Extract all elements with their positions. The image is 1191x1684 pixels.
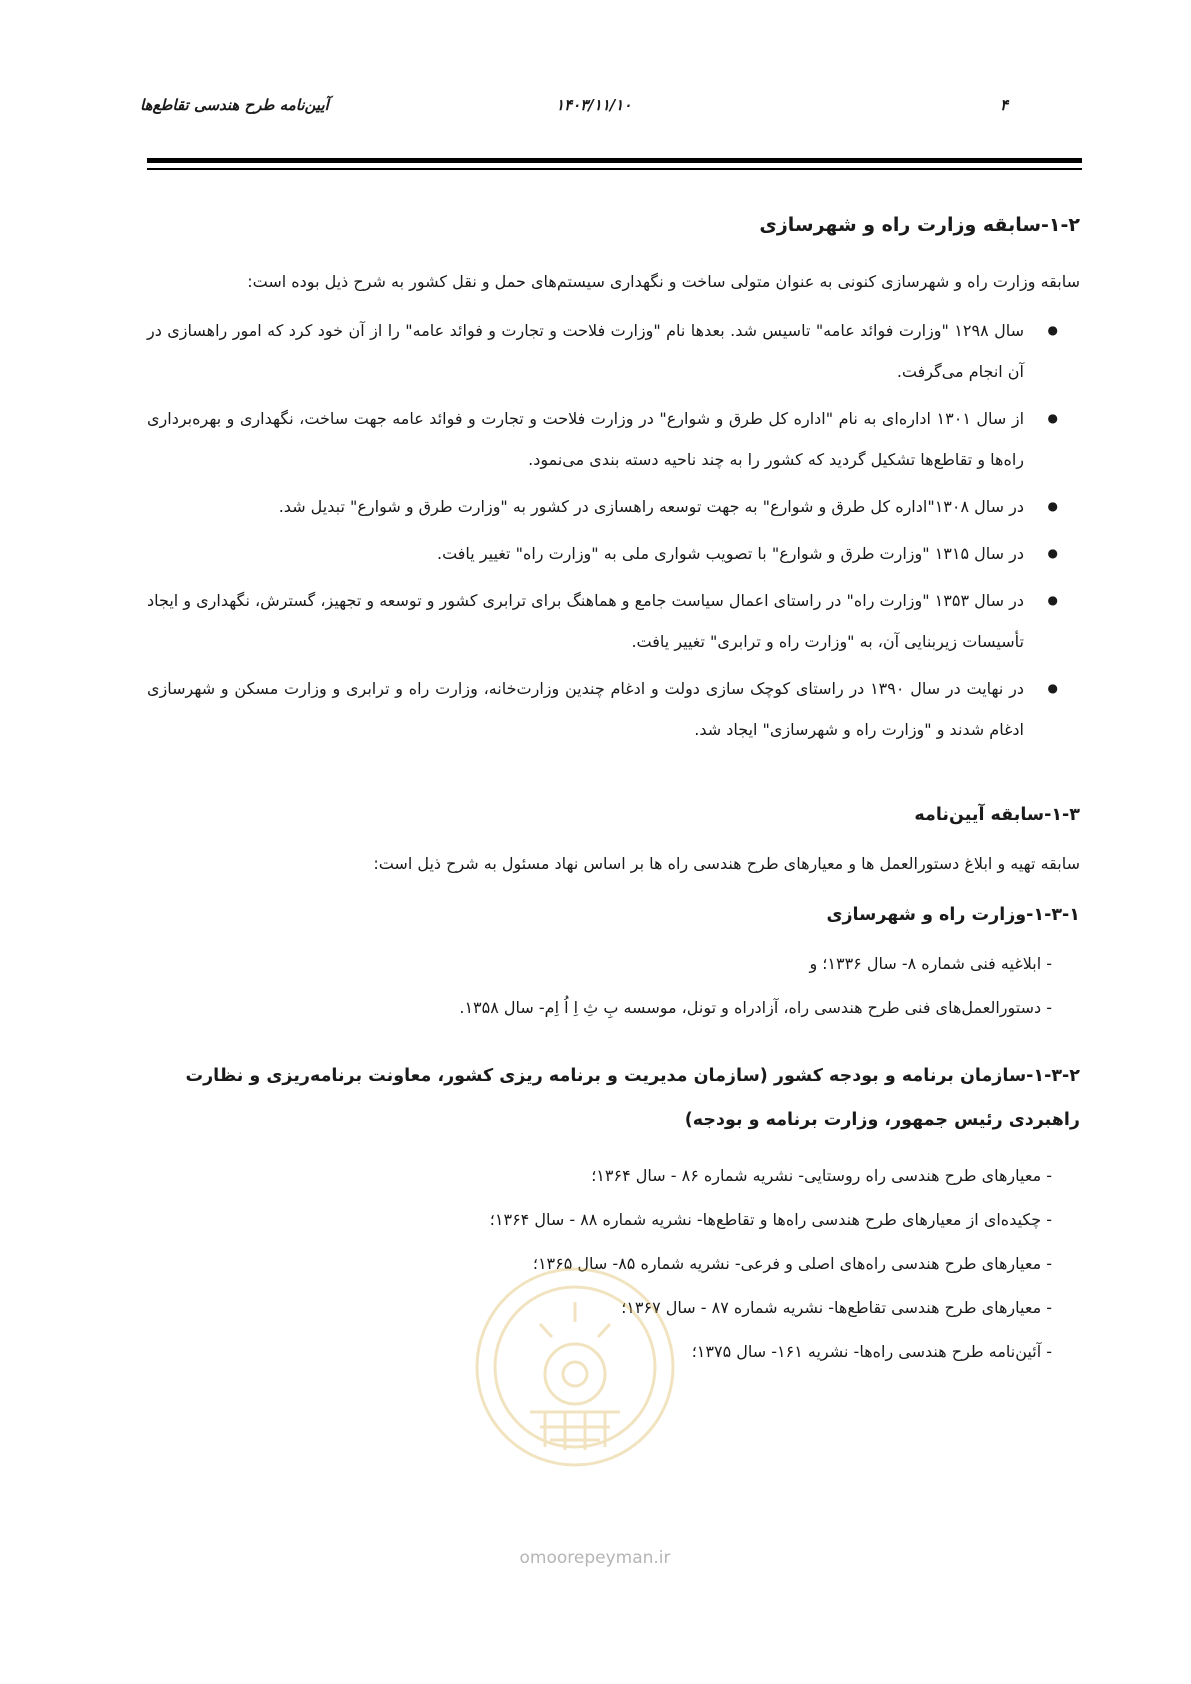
list-item: - دستورالعمل‌های فنی طرح هندسی راه، آزادراه و تونل، موسسه بِ ثِ اِ اُ اِم- سال ۱۳۵۸. [459,998,1052,1017]
list-item: - آئین‌نامه طرح هندسی راه‌ها- نشریه ۱۶۱- سال ۱۳۷۵؛ [691,1342,1052,1361]
header-date: ۱۴۰۳/۱۱/۱۰ [556,96,632,114]
header-doc-title: آیین‌نامه طرح هندسی تقاطع‌ها [140,96,329,114]
list-item: - معیارهای طرح هندسی راه‌های اصلی و فرعی- نشریه شماره ۸۵- سال ۱۳۶۵؛ [532,1254,1052,1273]
ministry-publication-list [147,944,1080,1028]
list-item: ● از سال ۱۳۰۱ اداره‌ای به نام "اداره کل طرق و شوارع" در وزارت فلاحت و تجارت و فوائد عامه جهت ساخت، نگهداری و بهره‌برداری راه‌ها و تقاطع‌ها تشکیل گردید که کشور را به چند ناحیه دسته بندی می‌نمود. [147,398,1024,480]
watermark-site-text: omoorepeyman.ir [519,1548,671,1568]
list-item: ● در نهایت در سال ۱۳۹۰ در راستای کوچک سازی دولت و ادغام چندین وزارت‌خانه، وزارت راه و ترابری و وزارت مسکن و شهرسازی ادغام شدند و "وزارت راه و شهرسازی" ایجاد شد. [147,668,1024,750]
list-item: - چکیده‌ای از معیارهای طرح هندسی راه‌ها و تقاطع‌ها- نشریه شماره ۸۸ - سال ۱۳۶۴؛ [489,1210,1052,1229]
subsection-heading-1-3-2: ۱-۳-۲-سازمان برنامه و بودجه کشور (سازمان مدیریت و برنامه ریزی کشور، معاونت برنامه‌ریزی و نظارت راهبردی رئیس جمهور، وزارت برنامه و بودجه) [185,1066,1080,1130]
document-body [147,210,1080,1376]
header-rule-thin [147,168,1082,170]
history-bullet-list [147,310,1080,750]
page-number: ۴ [1000,96,1009,114]
section-1-3-intro: سابقه تهیه و ابلاغ دستورالعمل ها و معیارهای طرح هندسی راه ها بر اساس نهاد مسئول به شرح ذیل است: [373,854,1080,873]
list-item: - معیارهای طرح هندسی راه روستایی- نشریه شماره ۸۶ - سال ۱۳۶۴؛ [591,1166,1052,1185]
list-item: ● در سال ۱۳۵۳ "وزارت راه" در راستای اعمال سیاست جامع و هماهنگ برای ترابری کشور و توسعه و تجهیز، گسترش، نگهداری و ایجاد تأسیسات زیربنایی آن، به "وزارت راه و ترابری" تغییر یافت. [147,580,1024,662]
list-item: ● در سال ۱۳۱۵ "وزارت طرق و شوارع" با تصویب شوارى ملی به "وزارت راه" تغییر یافت. [147,533,1024,574]
list-item: - ابلاغیه فنی شماره ۸- سال ۱۳۳۶؛ و [809,954,1052,973]
list-item: ● در سال ۱۳۰۸"اداره کل طرق و شوارع" به جهت توسعه راهسازی در کشور به "وزارت طرق و شوارع" تبدیل شد. [147,486,1024,527]
watermark-seal-icon [470,1262,680,1472]
section-heading-1-2: ۱-۲-سابقه وزارت راه و شهرسازی [759,214,1080,236]
header-rule-thick [147,158,1082,163]
list-item: ● سال ۱۲۹۸ "وزارت فوائد عامه" تاسیس شد. بعدها نام "وزارت فلاحت و تجارت و فوائد عامه" را از آن خود کرد که امور راهسازی در آن انجام می‌گرفت. [147,310,1024,392]
subsection-heading-1-3-1: ۱-۳-۱-وزارت راه و شهرسازی [826,905,1080,925]
section-1-2-intro: سابقه وزارت راه و شهرسازی کنونی به عنوان متولی ساخت و نگهداری سیستم‌های حمل و نقل کشور به شرح ذیل بوده است: [247,272,1080,291]
list-item: - معیارهای طرح هندسی تقاطع‌ها- نشریه شماره ۸۷ - سال ۱۳۶۷؛ [621,1298,1052,1317]
section-heading-1-3: ۱-۳-سابقه آیین‌نامه [914,805,1080,825]
